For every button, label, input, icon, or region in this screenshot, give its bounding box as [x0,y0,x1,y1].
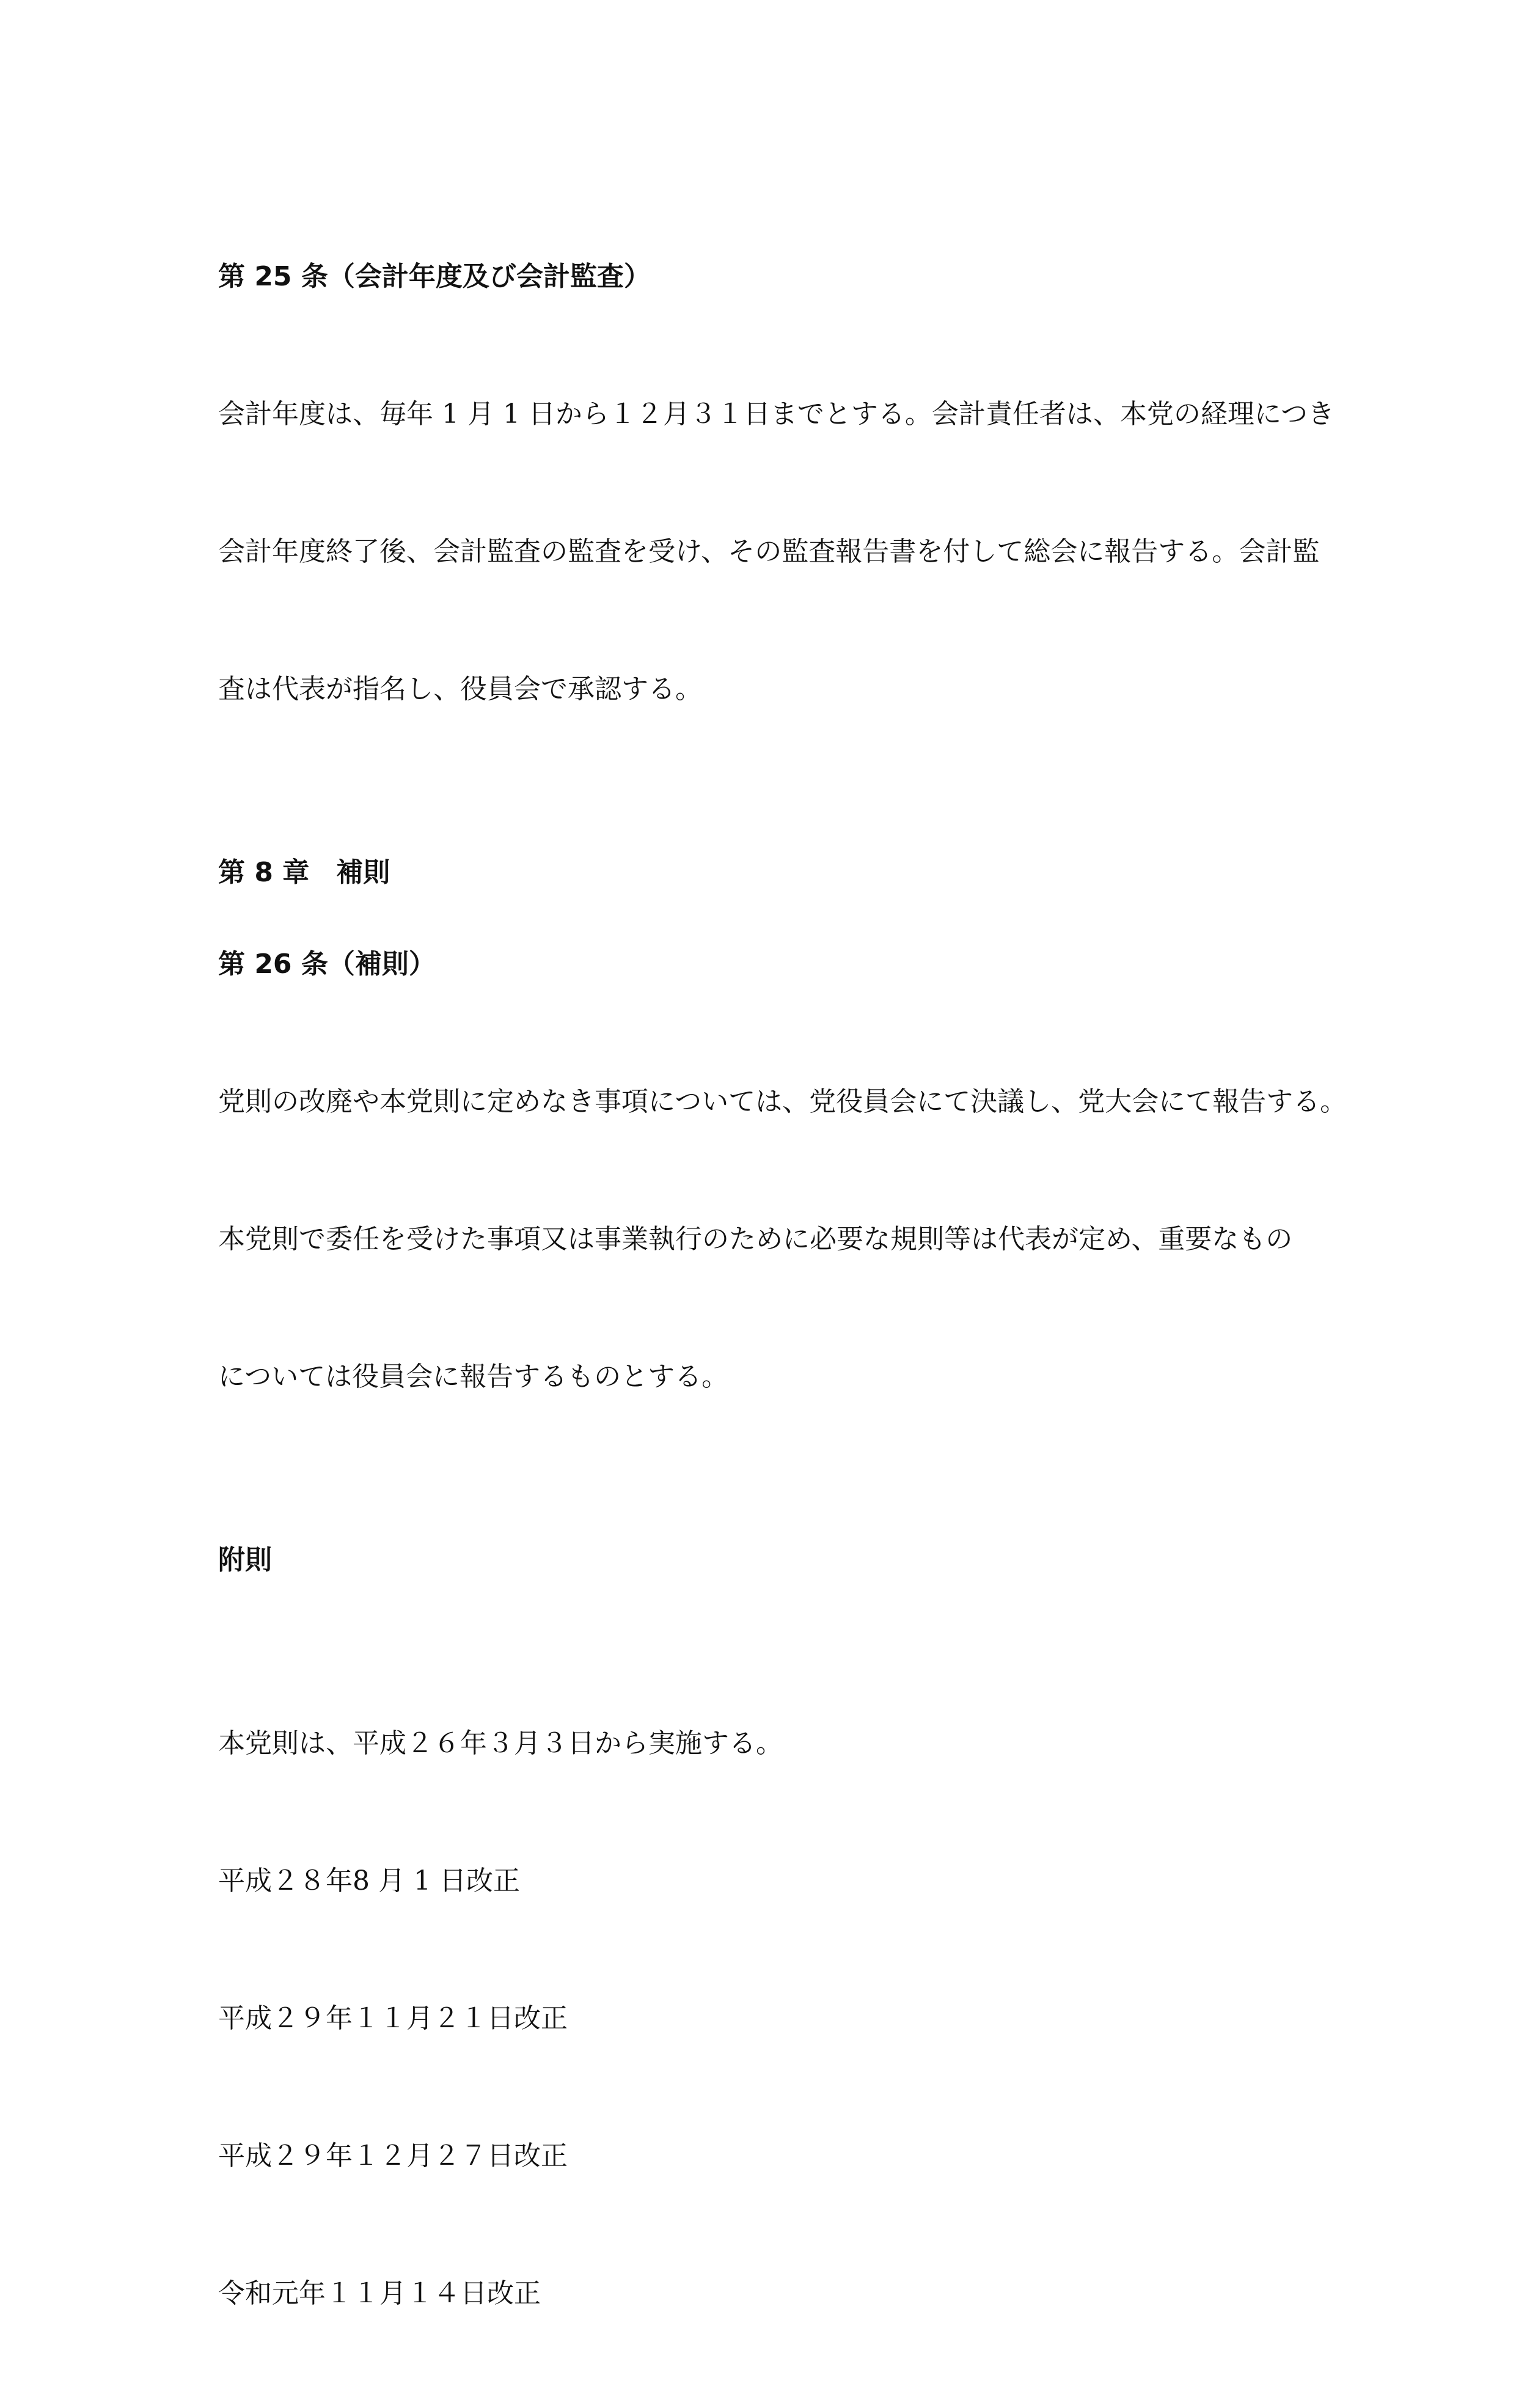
spacer [218,895,1349,941]
document-body [218,254,1349,2408]
spacer [218,804,1349,850]
supplementary-line: 本党則は、平成２６年３月３日から実施する。 [218,1728,783,1759]
chapter-8-heading: 第 8 章 補則 [218,857,390,888]
supplementary-line: 平成２９年１１月２１日改正 [218,2003,568,2034]
article-26-text [218,987,1349,1491]
supplementary-heading: 附則 [218,1544,272,1576]
supplementary-line: 平成２９年１２月２７日改正 [218,2140,568,2171]
article-25-line: 会計年度は、毎年 1 月 1 日から１２月３１日までとする。会計責任者は、本党の経理につき [218,398,1335,430]
article-25-text [218,299,1349,804]
article-26-line: 党則の改廃や本党則に定めなき事項については、党役員会にて決議し、党大会にて報告する。 [218,1086,1347,1117]
supplementary-text [218,1629,1349,2408]
article-25-line: 会計年度終了後、会計監査の監査を受け、その監査報告書を付して総会に報告する。会計監 [218,536,1320,567]
article-26-line: 本党則で委任を受けた事項又は事業執行のために必要な規則等は代表が定め、重要なもの [218,1224,1293,1255]
article-25-heading: 第 25 条（会計年度及び会計監査） [218,261,651,292]
spacer [218,1491,1349,1537]
article-25-line: 査は代表が指名し、役員会で承認する。 [218,674,702,705]
article-26-heading: 第 26 条（補則） [218,949,436,980]
supplementary-line: 平成２８年8 月 1 日改正 [218,1865,520,1896]
article-26-line: については役員会に報告するものとする。 [218,1361,729,1392]
supplementary-line: 令和元年１１月１４日改正 [218,2278,541,2309]
spacer [218,1583,1349,1629]
